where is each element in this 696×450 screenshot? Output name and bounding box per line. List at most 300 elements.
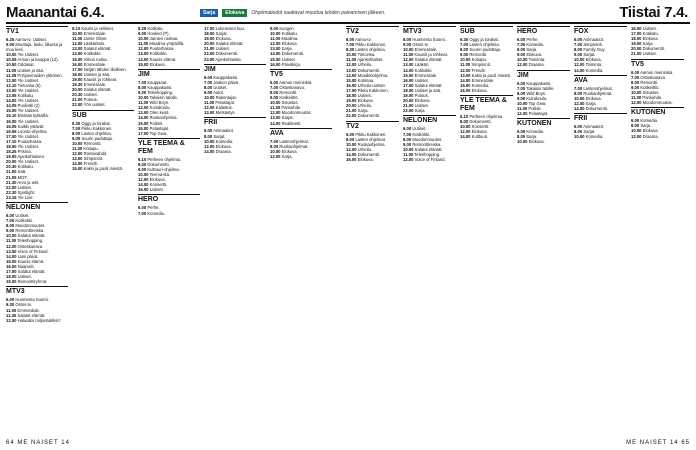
program-title: Elokuva.	[281, 41, 298, 47]
channel-heading: TV5	[631, 59, 684, 69]
program-title: Päiväkirja.	[281, 61, 301, 67]
program-title: Dokumentti.	[585, 106, 608, 112]
program-title: Kotikatu.	[17, 93, 34, 99]
program-title: Ostoskanava.	[640, 74, 666, 80]
program-title: Yle Uutiset.	[17, 98, 39, 104]
program-title: Sarjat.	[215, 31, 228, 37]
program-title: Elokuva.	[471, 87, 488, 93]
program-title: Naapurit.	[17, 263, 35, 269]
channel-heading: YLE TEEMA & FEM	[138, 138, 200, 156]
program-title: Ostoskanava.	[17, 243, 44, 249]
program-time: 9.00	[403, 42, 412, 48]
channel-heading: JIM	[204, 64, 266, 74]
program-time: 10.00	[403, 146, 414, 152]
program-title: Emmerdale.	[471, 77, 495, 83]
program-title: Kungen.	[279, 26, 295, 31]
program-time: 20.00	[6, 159, 17, 165]
program-time: 14.00	[346, 151, 357, 157]
program-title: Ostoskanava.	[279, 84, 305, 90]
program-title: Ajankohtainen.	[17, 154, 46, 160]
program-time: 12.00	[138, 105, 149, 111]
program-entry	[6, 279, 68, 284]
program-time: 9.00	[72, 135, 81, 141]
page-monday	[6, 26, 338, 434]
program-time: 6.00	[403, 37, 412, 42]
program-time: 10.00	[6, 52, 17, 58]
program-time: 15.00	[72, 166, 83, 172]
program-title: Pikku Kakkonen.	[355, 42, 387, 48]
program-time: 13.00	[460, 72, 471, 78]
program-time: 11.05	[6, 72, 17, 78]
program-time: 19.00	[204, 36, 215, 42]
program-time: 7.00	[517, 85, 526, 91]
program-entry	[346, 113, 399, 118]
program-time: 7.00	[631, 74, 640, 80]
program-title: Kauppakassi.	[526, 80, 552, 86]
program-time: 16.00	[72, 61, 83, 67]
program-time: 9.00	[631, 84, 640, 90]
program-entry	[346, 157, 399, 162]
program-time: 10.00	[517, 139, 528, 145]
program-title: Suurin pudottaja.	[469, 47, 501, 53]
program-title: Sisustus.	[642, 89, 660, 95]
program-title: Dokumentti.	[357, 113, 380, 119]
program-title: Sarja.	[642, 41, 654, 47]
program-title: Komedia.	[585, 67, 604, 73]
program-time: 17.00	[6, 269, 17, 275]
program-title: Uutiset.	[213, 84, 228, 90]
program-time: 8.00	[517, 134, 526, 140]
program-time: 13.05	[6, 93, 17, 99]
program-time: 7.00	[574, 42, 583, 48]
program-time: 19.00	[403, 93, 414, 99]
program-title: Musiikkiohjelma.	[357, 72, 389, 78]
program-time: 8.00	[574, 90, 583, 96]
program-time: 8.00	[574, 47, 583, 53]
program-entry	[270, 154, 332, 159]
program-title: Uutiset.	[17, 274, 32, 280]
program-title: Aamu-tv. Uutiset.	[15, 37, 47, 42]
program-time: 19.00	[346, 98, 357, 104]
program-title: Jamie Oliver.	[83, 36, 108, 42]
program-title: Huomenta Suomi.	[412, 37, 446, 42]
program-time: 14.00	[72, 161, 83, 167]
program-title: Kulttuuri-ohjelma.	[147, 166, 180, 172]
program-time: 8.00	[517, 47, 526, 53]
program-title: Sarja.	[526, 47, 538, 53]
program-title: Sää.	[17, 169, 27, 175]
program-time: 10.00	[517, 100, 528, 106]
program-title: Maailma.	[281, 36, 299, 42]
listing-column	[517, 26, 570, 434]
program-title: Muodonmuutos.	[642, 100, 673, 106]
program-entry	[6, 42, 68, 52]
channel-heading: FRII	[204, 117, 266, 127]
program-time: 15.00	[346, 77, 357, 83]
program-title: Salatut elämät.	[17, 269, 46, 275]
program-time: 22.30	[6, 189, 17, 195]
program-time: 15.00	[138, 120, 149, 126]
program-time: 13.00	[138, 110, 149, 116]
program-title: Pohjoismaiden ykkönen.	[17, 72, 63, 78]
program-time: 18.00	[204, 31, 215, 37]
program-entry	[460, 88, 513, 93]
program-title: Emmerdale.	[83, 82, 107, 88]
program-title: Wild Boys.	[149, 100, 170, 106]
program-title: Sarja.	[281, 46, 293, 52]
program-title: Elokuva.	[526, 52, 543, 58]
program-time: 6.00	[346, 131, 355, 137]
program-title: Realiteetti.	[281, 120, 302, 126]
program-time: 12.00	[460, 129, 471, 135]
program-title: Remontti.	[469, 52, 488, 58]
program-time: 10.00	[6, 233, 17, 239]
program-title: Kotimaa.	[357, 77, 375, 83]
program-title: Ajankohtaiset.	[357, 57, 384, 63]
program-time: 20.00	[72, 87, 83, 93]
program-entry	[460, 134, 513, 139]
program-time: 11.00	[517, 106, 528, 112]
legend-series: Sarja	[200, 9, 218, 17]
program-entry	[72, 102, 134, 107]
program-title: Lasten ohjelmat.	[355, 136, 387, 142]
program-title: Dokumentti.	[357, 67, 380, 73]
program-title: Elokuva.	[149, 177, 166, 183]
program-entry	[6, 318, 68, 323]
program-time: 12.00	[270, 153, 281, 159]
listing-column	[72, 26, 134, 434]
program-time: 12.00	[403, 156, 414, 162]
program-title: Konsertti.	[149, 182, 168, 188]
day-title-monday: Maanantai 6.4.	[6, 4, 105, 21]
program-title: Lasten ohjelmia.	[355, 47, 386, 53]
program-time: 12.00	[346, 62, 357, 68]
program-title: Elokuva.	[215, 143, 232, 149]
program-title: Emmerdale.	[414, 47, 438, 53]
program-title: Simpsonit.	[583, 42, 603, 48]
program-time: 9.00	[517, 52, 526, 58]
program-entry	[403, 157, 456, 162]
program-time: 10.00	[631, 128, 642, 134]
program-time: 16.00	[346, 82, 357, 88]
program-title: Dokumentti.	[469, 119, 492, 125]
program-title: Uutiset ja sää.	[83, 71, 111, 77]
program-entry	[574, 106, 627, 111]
program-time: 10.00	[72, 140, 83, 146]
legend	[200, 8, 391, 17]
program-time: 10.00	[631, 89, 642, 95]
program-time: 11.00	[270, 105, 281, 111]
program-title: Lasten ohjelmia.	[469, 42, 500, 48]
program-time: 12.00	[6, 243, 17, 249]
program-time: 18.00	[6, 274, 17, 280]
program-time: 12.10	[6, 82, 17, 88]
program-title: Remonttireiska.	[412, 141, 442, 147]
program-time: 14.00	[6, 253, 17, 259]
program-title: Uutiset.	[412, 126, 427, 132]
program-time: 10.05	[6, 57, 17, 63]
listing-column	[631, 26, 684, 434]
program-title: Konsertti.	[471, 124, 490, 130]
program-title: Kaunis elämä.	[17, 258, 45, 264]
program-time: 21.00	[631, 51, 642, 57]
channel-heading: HERO	[517, 26, 570, 36]
program-title: Sarja.	[357, 108, 369, 114]
program-title: Salatut elämät.	[83, 87, 112, 93]
program-title: Elokuva.	[642, 128, 659, 134]
program-title: Remontti.	[640, 79, 659, 85]
program-time: 7.00	[270, 84, 279, 90]
program-title: Animaatiot.	[583, 37, 605, 42]
program-time: 13.00	[72, 156, 83, 162]
program-title: Prisma.	[17, 149, 32, 155]
program-time: 12.00	[72, 151, 83, 157]
program-time: 14.00	[403, 67, 414, 73]
program-time: 14.00	[460, 77, 471, 83]
program-title: Dokumentti.	[357, 151, 380, 157]
channel-heading: MTV3	[403, 26, 456, 36]
program-time: 22.00	[346, 113, 357, 119]
program-title: Yle Uutiset.	[17, 118, 39, 124]
program-time: 14.00	[204, 148, 215, 154]
program-title: Sarjat.	[213, 133, 226, 139]
program-time: 15.10	[6, 113, 17, 119]
program-title: Salatut elämät.	[414, 82, 443, 88]
program-time: 12.00	[138, 177, 149, 183]
channel-heading: HERO	[138, 194, 200, 204]
channel-heading: AVA	[574, 75, 627, 85]
program-title: Rantavahdit.	[83, 151, 108, 157]
program-time: 9.10	[72, 26, 81, 31]
program-title: Frendit.	[83, 161, 98, 167]
channel-heading: SUB	[460, 26, 513, 36]
program-title: Poliisit.	[149, 120, 163, 126]
program-time: 20.00	[403, 98, 414, 104]
program-time: 11.00	[138, 41, 149, 47]
program-time: 21.00	[204, 46, 215, 52]
program-title: Sarjat.	[583, 129, 596, 135]
program-time: 19.00	[6, 279, 17, 285]
program-title: Kotikatu.	[147, 26, 164, 31]
program-title: Animaatiot.	[583, 124, 605, 130]
program-title: Dokumentti.	[281, 51, 304, 57]
program-time: 8.00	[574, 129, 583, 135]
program-title: Draama.	[642, 133, 659, 139]
program-title: Yle Uutiset.	[17, 52, 39, 58]
program-title: Kaikki ystävät.	[17, 123, 45, 129]
program-time: 6.10	[138, 156, 147, 162]
program-time: 9.00	[138, 89, 147, 95]
program-title: Uutiset.	[642, 51, 657, 57]
program-title: Komedia.	[526, 42, 545, 48]
program-title: Elokuva.	[642, 36, 659, 42]
program-title: Putous.	[414, 93, 429, 99]
program-time: 10.00	[138, 172, 149, 178]
program-title: Elokuva.	[149, 61, 166, 67]
program-title: Top Gear.	[528, 100, 547, 106]
program-time: 16.00	[138, 187, 149, 193]
program-time: 10.00	[72, 31, 83, 37]
program-time: 11.00	[72, 145, 83, 151]
program-time: 15.00	[6, 108, 17, 114]
program-title: Remonttiryhmä.	[17, 279, 48, 285]
program-time: 10.00	[204, 138, 215, 144]
program-title: Uutiset.	[281, 56, 296, 62]
program-title: Muodonmuutos.	[15, 223, 46, 229]
program-title: Poliisit.	[528, 106, 542, 112]
program-title: Simpsonit.	[83, 156, 104, 162]
listing-column	[574, 26, 627, 434]
program-time: 11.00	[403, 52, 414, 58]
program-time: 11.00	[72, 36, 83, 42]
program-time: 7.00	[138, 79, 147, 85]
program-time: 6.00	[631, 118, 640, 124]
program-time: 22.00	[403, 108, 414, 114]
program-time: 13.00	[138, 51, 149, 57]
program-title: Pelastajat.	[215, 100, 235, 106]
program-time: 8.00	[460, 119, 469, 125]
program-title: Wild Boys.	[526, 90, 547, 96]
program-title: Sarja.	[414, 108, 426, 114]
program-time: 6.00	[574, 124, 583, 130]
program-time: 11.00	[138, 100, 149, 106]
program-title: Jaakon päivä.	[213, 79, 240, 85]
program-time: 9.00	[460, 52, 469, 58]
program-time: 22.00	[204, 51, 215, 57]
program-title: Uutiset ja sää.	[414, 87, 442, 93]
program-title: Kaunis elämä.	[149, 56, 177, 62]
program-time: 16.55	[6, 128, 17, 134]
program-title: Elämää kyläsillä.	[17, 113, 49, 119]
program-time: 7.00	[204, 79, 213, 85]
program-time: 15.00	[138, 61, 149, 67]
program-time: 16.00	[270, 61, 281, 67]
footer-right: ME NAISET 14 65	[626, 440, 690, 446]
program-time: 6.00	[204, 74, 213, 80]
program-title: Salatut elämät.	[414, 146, 443, 152]
program-title: Elokuva.	[585, 95, 602, 101]
program-title: Uutiset ja sää.	[17, 67, 44, 73]
program-time: 19.30	[72, 82, 83, 88]
program-title: Oddasat.	[17, 62, 35, 68]
program-title: Pelastajat.	[149, 125, 170, 131]
program-title: Salatut elämät.	[17, 233, 46, 239]
program-title: Teema-ilta.	[149, 172, 171, 178]
program-title: Uutiset.	[17, 184, 32, 190]
program-title: Komedia.	[147, 210, 166, 216]
program-entry	[517, 139, 570, 144]
program-title: Yle Live.	[17, 194, 34, 200]
legend-note: Ohjelmatiedot saattavat muuttua lehden painamisen jälkeen.	[251, 9, 386, 16]
program-time: 23.15	[6, 194, 17, 200]
program-title: Aamun meininkiä.	[279, 79, 313, 85]
program-entry	[517, 62, 570, 67]
channel-heading: NELONEN	[6, 202, 68, 212]
program-time: 9.00	[204, 89, 213, 95]
program-time: 18.25	[6, 149, 17, 155]
program-time: 9.00	[403, 141, 412, 147]
program-time: 22.00	[72, 102, 83, 108]
program-entry	[631, 51, 684, 56]
program-title: Voice of Finland.	[414, 156, 446, 162]
program-time: 14.00	[138, 115, 149, 121]
program-title: Arman ja kauppa (12).	[17, 57, 59, 63]
program-time: 17.00	[204, 26, 215, 31]
program-time: 12.00	[138, 46, 149, 52]
program-title: Elokuva.	[414, 98, 431, 104]
program-time: 8.00	[517, 90, 526, 96]
program-title: Toiminta.	[585, 62, 603, 68]
program-time: 7.00	[346, 42, 355, 48]
program-title: Aamun meininkiä.	[640, 69, 674, 75]
program-title: Emmerdale.	[414, 72, 438, 78]
program-title: Uutiset.	[642, 26, 657, 31]
program-title: Kotikokki.	[15, 218, 34, 224]
program-title: Spotlight.	[17, 189, 36, 195]
program-title: Urheilu-uutiset.	[357, 82, 386, 88]
program-title: Yle Uutiset.	[17, 87, 39, 93]
program-time: 21.00	[6, 169, 17, 175]
channel-heading: KUTONEN	[631, 107, 684, 117]
program-title: Puutarhassa.	[149, 46, 175, 52]
program-title: Komedia.	[471, 82, 490, 88]
program-entry	[403, 108, 456, 113]
program-time: 21.00	[72, 97, 83, 103]
program-time: 12.00	[72, 41, 83, 47]
channel-heading: JIM	[517, 70, 570, 80]
program-title: Perheen ohjelmia.	[147, 156, 182, 162]
program-entry	[138, 62, 200, 67]
program-title: Kaksi ja puoli miestä.	[83, 166, 123, 172]
program-title: Family Guy.	[583, 47, 606, 53]
program-time: 8.30	[346, 47, 355, 53]
program-title: Pelastajat.	[528, 111, 549, 117]
program-time: 8.00	[403, 136, 412, 142]
channel-heading: KUTONEN	[517, 118, 570, 128]
program-title: Puutarhassa.	[17, 138, 43, 144]
program-time: 10.50	[6, 62, 17, 68]
program-time: 11.00	[6, 67, 17, 73]
program-time: 20.30	[6, 164, 17, 170]
program-time: 9.30	[6, 302, 15, 308]
program-time: 11.00	[270, 36, 281, 42]
program-time: 6.00	[6, 213, 15, 218]
program-time: 18.00	[72, 71, 83, 77]
program-title: Emmerdale.	[83, 61, 107, 67]
program-title: Neljän tähden illallinen.	[83, 66, 127, 72]
channel-heading: FRII	[574, 113, 627, 123]
program-time: 21.30	[6, 179, 17, 185]
program-title: Komedia.	[215, 138, 234, 144]
program-title: Kotiapu.	[83, 145, 99, 151]
program-time: 7.00	[574, 85, 583, 91]
program-title: Kalastus.	[215, 105, 233, 111]
program-time: 11.00	[403, 151, 414, 157]
program-time: 14.00	[6, 98, 17, 104]
program-title: Perhe.	[147, 205, 160, 211]
program-title: Perheen ohjelmia.	[469, 114, 504, 120]
program-time: 16.00	[6, 263, 17, 269]
program-time: 19.00	[6, 154, 17, 160]
program-time: 17.00	[6, 133, 17, 139]
program-title: Aamu-tv.	[355, 37, 372, 42]
program-time: 10.00	[460, 124, 471, 130]
program-entry	[631, 100, 684, 105]
program-title: Sisustus.	[281, 100, 299, 106]
program-title: Sarjat.	[583, 52, 596, 58]
program-time: 12.00	[270, 110, 281, 116]
program-title: Viikon ruoka.	[83, 56, 108, 62]
